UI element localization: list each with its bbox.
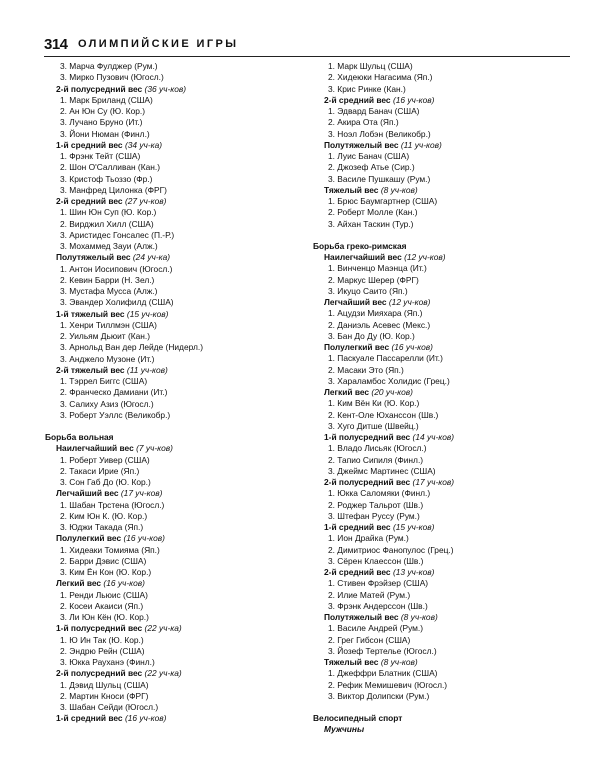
participants-count: (8 уч-ков)	[380, 184, 418, 195]
participants-count: (24 уч-ка)	[132, 252, 171, 263]
result-entry: 2. Джозеф Атье (Сир.)	[328, 162, 415, 173]
weight-category	[313, 95, 570, 106]
category-name: Полутяжелый вес	[324, 139, 399, 150]
result-entry: 1. Паскуале Пассарелли (Ит.)	[328, 353, 443, 364]
participants-count: (15 уч-ков)	[126, 308, 169, 319]
result-entry: 2. Косеи Акаиси (Яп.)	[60, 600, 144, 611]
weight-category	[45, 623, 295, 634]
weight-category	[313, 252, 570, 263]
result-entry: 1. Хидеаки Томияма (Яп.)	[60, 544, 160, 555]
result-entry: 3. Ноэл Лобэн (Великобр.)	[328, 128, 431, 139]
result-entry: 3. Крис Ринке (Кан.)	[328, 83, 406, 94]
result-entry: 2. Франческо Дамиани (Ит.)	[60, 387, 168, 398]
category-name: 2-й средний вес	[324, 567, 391, 577]
weight-category	[45, 252, 295, 263]
sport-heading: Борьба вольная	[45, 432, 114, 442]
result-entry: 2. Илие Матей (Рум.)	[328, 589, 411, 600]
category-name: 1-й средний вес	[56, 713, 123, 724]
result-entry: 2. Димитриос Фанопулос (Грец.)	[328, 544, 454, 555]
result-entry: 2. Тапио Сипиля (Финл.)	[328, 454, 424, 465]
result-entry: 2. Кент-Оле Юханссон (Шв.)	[328, 409, 439, 420]
weight-category	[313, 522, 570, 533]
result-entry: 2. Ан Юн Су (Ю. Кор.)	[60, 106, 146, 116]
result-entry: 3. Йони Нюман (Финл.)	[60, 128, 150, 139]
result-entry: 3. Аристидес Гонсалес (П.-Р.)	[60, 229, 175, 240]
result-entry: 2. Роберт Молле (Кан.)	[328, 207, 418, 218]
result-entry: 2. Эндрю Рейн (США)	[60, 645, 145, 656]
category-name: 2-й полусредний вес	[324, 477, 411, 487]
result-entry: 1. Брюс Баумгартнер (США)	[328, 196, 438, 206]
weight-category	[313, 185, 570, 196]
category-name: Наилегчайший вес	[324, 252, 402, 262]
category-name: Полулегкий вес	[56, 533, 122, 544]
weight-category	[313, 657, 570, 668]
category-name: Тяжелый вес	[324, 184, 379, 195]
section-gap	[313, 230, 570, 238]
result-entry: 1. Ким Вён Ки (Ю. Кор.)	[328, 398, 420, 409]
result-entry: 1. Шин Юн Суп (Ю. Кор.)	[60, 207, 157, 218]
participants-count: (27 уч-ков)	[124, 196, 167, 206]
result-entry: 3. Анджело Музоне (Ит.)	[60, 353, 155, 364]
result-entry: 1. Юкка Саломяки (Финл.)	[328, 488, 431, 499]
category-name: Наилегчайший вес	[56, 443, 134, 454]
result-entry: 2. Барри Дэвис (США)	[60, 555, 147, 566]
result-entry: 2. Кевин Барри (Н. Зел.)	[60, 274, 155, 285]
result-entry: 2. Хидеюки Нагасима (Яп.)	[328, 72, 433, 83]
participants-count: (16 уч-ков)	[123, 533, 165, 544]
result-entry: 2. Уильям Дьюит (Кан.)	[60, 331, 151, 341]
page-header	[44, 36, 570, 56]
category-name: 1-й средний вес	[56, 139, 123, 150]
category-name: 2-й средний вес	[56, 196, 123, 206]
result-entry: 3. Виктор Долипски (Рум.)	[328, 690, 430, 701]
result-entry: 1. Василе Андрей (Рум.)	[328, 623, 424, 634]
participants-count: (11 уч-ков)	[126, 364, 168, 375]
participants-count: (8 уч-ков)	[400, 612, 438, 622]
result-entry: 1. Шабан Трстена (Югосл.)	[60, 499, 165, 510]
result-entry: 3. Штефан Руссу (Рум.)	[328, 510, 420, 521]
subheading: Мужчины	[324, 724, 365, 735]
category-name: Легчайший вес	[324, 297, 387, 307]
result-entry: 1. Роберт Уивер (США)	[60, 454, 150, 465]
weight-category	[45, 365, 295, 376]
weight-category	[45, 309, 295, 320]
result-entry: 2. Акира Ота (Яп.)	[328, 117, 399, 128]
result-entry: 3. Айхан Таскин (Тур.)	[328, 218, 414, 229]
result-entry: 1. Фрэнк Тейт (США)	[60, 151, 141, 161]
participants-count: (17 уч-ков)	[412, 477, 455, 487]
result-entry: 2. Даниэль Асевес (Мекс.)	[328, 319, 431, 330]
result-entry: 3. Сон Габ До (Ю. Кор.)	[60, 477, 151, 487]
result-entry: 2. Мартин Кноси (ФРГ)	[60, 690, 149, 701]
participants-count: (12 уч-ков)	[388, 297, 431, 307]
result-entry: 3. Фрэнк Андерссон (Шв.)	[328, 600, 428, 611]
result-entry: 3. Хараламбос Холидис (Грец.)	[328, 375, 450, 386]
participants-count: (17 уч-ков)	[120, 488, 163, 499]
weight-category	[45, 713, 295, 724]
header-rule	[44, 56, 570, 57]
left-column	[45, 61, 295, 725]
category-name: Полутяжелый вес	[56, 252, 131, 263]
weight-category	[313, 477, 570, 488]
result-entry: 3. Мустафа Мусса (Алж.)	[60, 286, 158, 296]
category-name: 2-й средний вес	[324, 94, 391, 105]
weight-category	[45, 533, 295, 544]
category-name: 2-й полусредний вес	[56, 668, 143, 679]
result-entry: 2. Шон О'Салливан (Кан.)	[60, 162, 160, 173]
result-entry: 3. Юкка Рауханэ (Финл.)	[60, 657, 155, 667]
result-entry: 3. Сёрен Клаессон (Шв.)	[328, 555, 424, 566]
participants-count: (13 уч-ков)	[392, 567, 435, 577]
result-entry: 2. Грег Гибсон (США)	[328, 634, 411, 645]
category-name: Тяжелый вес	[324, 657, 379, 667]
category-name: Полулегкий вес	[324, 342, 390, 352]
category-name: Легчайший вес	[56, 488, 119, 499]
participants-count: (7 уч-ков)	[136, 443, 173, 454]
result-entry: 1. Стивен Фрэйзер (США)	[328, 578, 429, 589]
result-entry: 2. Маркус Шерер (ФРГ)	[328, 274, 419, 285]
result-entry: 1. Ацудзи Мияхара (Яп.)	[328, 308, 423, 319]
participants-count: (22 уч-ка)	[144, 623, 182, 634]
result-entry: 2. Роджер Тальрот (Шв.)	[328, 499, 424, 510]
result-entry: 1. Хенри Тиллмэн (США)	[60, 319, 157, 330]
participants-count: (16 уч-ков)	[124, 713, 167, 724]
result-entry: 3. Мирко Пузович (Югосл.)	[60, 72, 164, 83]
result-entry: 1. Винченцо Маэнца (Ит.)	[328, 263, 427, 274]
category-name: 2-й тяжелый вес	[56, 364, 125, 375]
participants-count: (16 уч-ков)	[103, 578, 145, 589]
result-entry: 2. Вирджил Хилл (США)	[60, 218, 154, 229]
result-entry: 3. Бан До Ду (Ю. Кор.)	[328, 330, 415, 341]
result-entry: 3. Ли Юн Кён (Ю. Кор.)	[60, 612, 149, 622]
result-entry: 3. Юджи Такада (Яп.)	[60, 522, 144, 532]
right-column	[313, 61, 570, 736]
category-name: Полутяжелый вес	[324, 612, 399, 622]
result-entry: 3. Йозеф Тертелье (Югосл.)	[328, 645, 437, 656]
weight-category	[45, 196, 295, 207]
weight-category	[45, 578, 295, 589]
weight-category	[45, 84, 295, 95]
category-name: 1-й тяжелый вес	[56, 308, 125, 319]
result-entry: 1. Дэвид Шульц (США)	[60, 679, 149, 690]
result-entry: 3. Арнольд Ван дер Лейде (Нидерл.)	[60, 342, 203, 353]
participants-count: (20 уч-ков)	[371, 387, 413, 397]
result-entry: 1. Антон Иосипович (Югосл.)	[60, 263, 173, 274]
result-entry: 1. Луис Банач (США)	[328, 151, 410, 161]
weight-category	[313, 432, 570, 443]
result-entry: 1. Эдвард Банач (США)	[328, 106, 420, 116]
weight-category	[45, 140, 295, 151]
participants-count: (12 уч-ков)	[404, 252, 446, 262]
result-entry: 3. Кристоф Тьоззо (Фр.)	[60, 173, 153, 184]
weight-category	[313, 612, 570, 623]
result-entry: 1. Марк Шульц (США)	[328, 61, 413, 71]
participants-count: (22 уч-ка)	[144, 668, 182, 679]
participants-count: (11 уч-ков)	[400, 139, 442, 150]
category-name: Легкий вес	[56, 578, 102, 589]
participants-count: (14 уч-ков)	[412, 432, 455, 442]
result-entry: 3. Хуго Дитше (Швейц.)	[328, 420, 419, 431]
result-entry: 3. Джеймс Мартинес (США)	[328, 465, 436, 476]
participants-count: (34 уч-ка)	[124, 139, 163, 150]
result-entry: 3. Марча Фулджер (Рум.)	[60, 61, 158, 71]
result-entry: 2. Масаки Это (Яп.)	[328, 364, 404, 375]
result-entry: 3. Эвандер Холифилд (США)	[60, 297, 174, 308]
weight-category	[313, 342, 570, 353]
result-entry: 3. Роберт Уэллс (Великобр.)	[60, 409, 171, 420]
result-entry: 3. Манфред Цилонка (ФРГ)	[60, 184, 167, 195]
result-entry: 1. Тэррел Биггс (США)	[60, 376, 148, 386]
participants-count: (16 уч-ков)	[392, 94, 435, 105]
result-entry: 2. Рефик Мемишевич (Югосл.)	[328, 679, 448, 690]
result-entry: 1. Ион Драйка (Рум.)	[328, 533, 409, 544]
sport-heading: Борьба греко-римская	[313, 240, 407, 251]
result-entry: 1. Джеффри Блатник (США)	[328, 668, 438, 679]
result-entry: 2. Ким Юн К. (Ю. Кор.)	[60, 510, 148, 521]
result-entry: 3. Шабан Сейди (Югосл.)	[60, 702, 159, 712]
result-entry: 1. Марк Бриланд (США)	[60, 94, 153, 105]
weight-category	[313, 567, 570, 578]
section-gap	[45, 421, 295, 429]
result-entry: 3. Мохаммед Зауи (Алж.)	[60, 241, 158, 251]
running-title: ОЛИМПИЙСКИЕ ИГРЫ	[78, 38, 239, 50]
participants-count: (15 уч-ков)	[392, 522, 435, 532]
result-entry: 3. Лучано Бруно (Ит.)	[60, 117, 143, 128]
result-entry: 1. Владо Лисьяк (Югосл.)	[328, 443, 427, 454]
participants-count: (36 уч-ков)	[144, 83, 187, 94]
weight-category	[313, 140, 570, 151]
category-name: 1-й полусредний вес	[56, 623, 143, 634]
category-name: 1-й средний вес	[324, 522, 391, 532]
weight-category	[45, 668, 295, 679]
participants-count: (8 уч-ков)	[380, 657, 418, 667]
result-entry: 3. Икуцо Саито (Яп.)	[328, 285, 408, 296]
sport-heading: Велосипедный спорт	[313, 713, 403, 723]
participants-count: (16 уч-ков)	[391, 342, 433, 352]
category-name: Легкий вес	[324, 387, 370, 397]
weight-category	[45, 488, 295, 499]
page-number: 314	[44, 36, 68, 53]
result-entry: 1. Ренди Льюис (США)	[60, 589, 148, 600]
result-entry: 3. Ким Ён Кон (Ю. Кор.)	[60, 567, 152, 577]
result-entry: 2. Такаси Ирие (Яп.)	[60, 465, 140, 476]
category-name: 2-й полусредний вес	[56, 83, 143, 94]
result-entry: 3. Салиху Азиз (Югосл.)	[60, 398, 154, 409]
result-entry: 1. Ю Ин Так (Ю. Кор.)	[60, 634, 144, 645]
section-gap	[313, 702, 570, 710]
category-name: 1-й полусредний вес	[324, 432, 411, 442]
weight-category	[313, 297, 570, 308]
weight-category	[45, 443, 295, 454]
weight-category	[313, 387, 570, 398]
result-entry: 3. Василе Пушкашу (Рум.)	[328, 173, 431, 184]
